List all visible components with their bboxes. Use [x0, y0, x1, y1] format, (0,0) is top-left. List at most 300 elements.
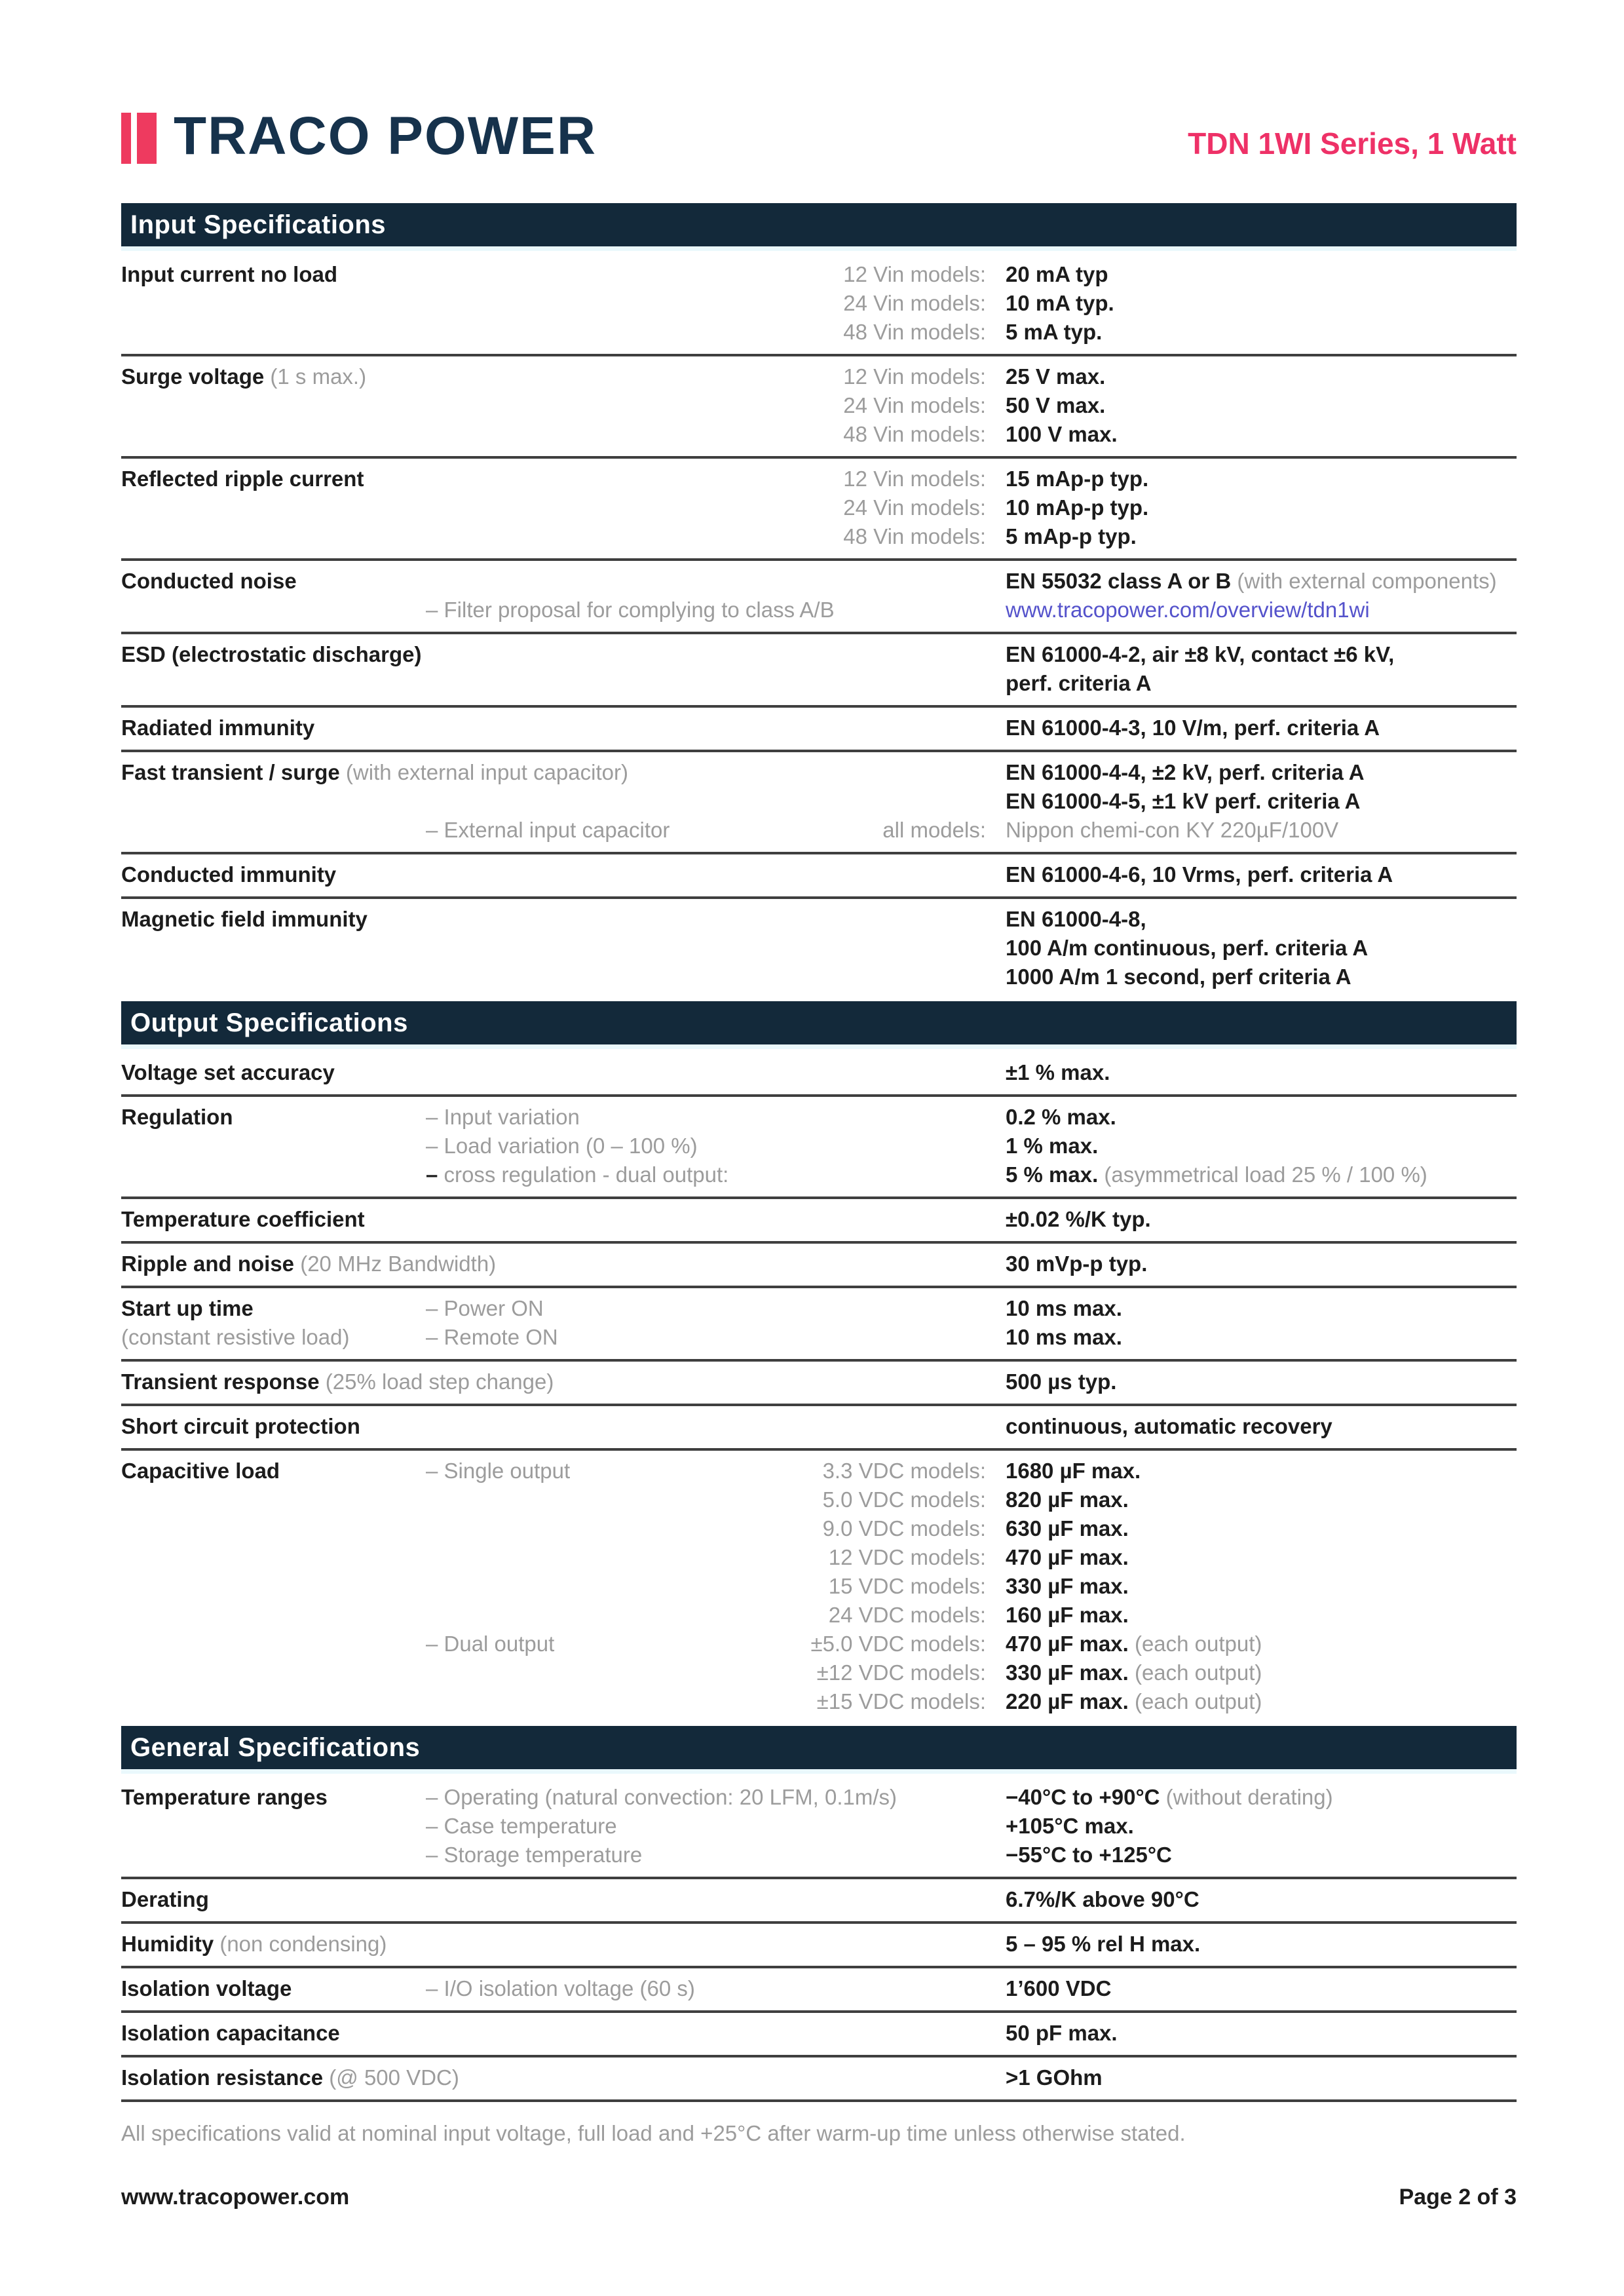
- model-label: 48 Vin models:: [843, 422, 986, 446]
- spec-sections: [121, 203, 1517, 2102]
- value-cell: [986, 1930, 1517, 1959]
- section-title: Input Specifications: [130, 210, 387, 239]
- value-text: EN 61000-4-3, 10 V/m, perf. criteria A: [1006, 716, 1380, 740]
- value-text: 6.7%/K above 90°C: [1006, 1887, 1199, 1911]
- spec-line: [121, 1974, 1517, 2003]
- logo-bar-icon: [137, 113, 157, 164]
- sub-label: – External input capacitor: [426, 818, 670, 842]
- value-text: 15 mAp-p typ.: [1006, 467, 1149, 491]
- model-label-cell: [793, 1658, 986, 1687]
- sub-label: – Remote ON: [426, 1325, 558, 1349]
- spec-line: [121, 2019, 1517, 2048]
- value-cell: [986, 362, 1517, 391]
- value-text: EN 61000-4-4, ±2 kV, perf. criteria A: [1006, 760, 1365, 784]
- series-title: TDN 1WI Series, 1 Watt: [1188, 126, 1517, 161]
- param-cell: [121, 1323, 426, 1352]
- param-cell: [121, 465, 426, 493]
- value-cell: [986, 669, 1517, 698]
- spec-row: [121, 1097, 1517, 1196]
- value-cell: [986, 1103, 1517, 1132]
- sub-label: – Case temperature: [426, 1814, 617, 1838]
- model-label: 48 Vin models:: [843, 320, 986, 344]
- spec-line: [121, 465, 1517, 493]
- param-cell: [121, 260, 426, 289]
- model-label-cell: [793, 1630, 986, 1658]
- param-label: Conducted noise: [121, 569, 297, 593]
- value-note: (without derating): [1160, 1785, 1333, 1809]
- value-text: 1000 A/m 1 second, perf criteria A: [1006, 965, 1351, 989]
- param-label: Conducted immunity: [121, 862, 337, 887]
- param-cell: [121, 714, 426, 742]
- param-label: Surge voltage: [121, 364, 265, 389]
- param-cell: [121, 905, 426, 934]
- value-cell: [986, 1368, 1517, 1396]
- value-cell: [986, 1601, 1517, 1630]
- param-label: Regulation: [121, 1105, 233, 1129]
- param-label: Isolation resistance: [121, 2065, 324, 2090]
- param-label: Ripple and noise: [121, 1252, 295, 1276]
- spec-line: [121, 1058, 1517, 1087]
- spec-line: [121, 1368, 1517, 1396]
- value-cell: [986, 1812, 1517, 1841]
- value-text: 5 mAp-p typ.: [1006, 524, 1137, 548]
- spec-link[interactable]: www.tracopower.com/overview/tdn1wi: [1006, 598, 1370, 622]
- model-label: 12 VDC models:: [828, 1545, 986, 1569]
- value-cell: [986, 567, 1517, 596]
- param-label: Fast transient / surge: [121, 760, 340, 784]
- value-text: 330 µF max.: [1006, 1660, 1129, 1685]
- model-label: 12 Vin models:: [843, 467, 986, 491]
- sub-label: – Dual output: [426, 1632, 555, 1656]
- section-header-general-specifications: [121, 1726, 1517, 1769]
- model-label-cell: [793, 1687, 986, 1716]
- spec-line: [121, 934, 1517, 963]
- spec-line: [121, 1205, 1517, 1234]
- spec-line: [121, 493, 1517, 522]
- param-cell: [121, 1368, 554, 1396]
- value-cell: [986, 1687, 1517, 1716]
- spec-line: [121, 567, 1517, 596]
- param-label: Input current no load: [121, 262, 337, 286]
- sub-label-cell: [426, 1783, 897, 1812]
- spec-line: [121, 1572, 1517, 1601]
- spec-line: [121, 1103, 1517, 1132]
- sub-label-cell: [426, 596, 835, 624]
- spec-line: [121, 318, 1517, 347]
- value-cell: [986, 391, 1517, 420]
- spec-line: [121, 1783, 1517, 1812]
- footnote: All specifications valid at nominal input voltage, full load and +25°C after warm-up time unless otherwise stated.: [121, 2121, 1186, 2145]
- model-label: all models:: [882, 818, 986, 842]
- sub-label-cell: [426, 1974, 793, 2003]
- spec-line: [121, 1250, 1517, 1278]
- value-cell: [986, 1160, 1517, 1189]
- param-label: Short circuit protection: [121, 1414, 360, 1438]
- value-text: perf. criteria A: [1006, 671, 1152, 695]
- param-label: Derating: [121, 1887, 209, 1911]
- value-cell: [986, 758, 1517, 787]
- value-text: 1680 µF max.: [1006, 1459, 1141, 1483]
- value-note: (with external components): [1231, 569, 1497, 593]
- value-note: (each output): [1128, 1660, 1262, 1685]
- value-cell: [986, 1205, 1517, 1234]
- value-text: >1 GOhm: [1006, 2065, 1103, 2090]
- spec-row: [121, 899, 1517, 999]
- param-label: Magnetic field immunity: [121, 907, 368, 931]
- spec-line: [121, 1630, 1517, 1658]
- param-cell: [121, 1412, 426, 1441]
- param-note: (@ 500 VDC): [323, 2065, 459, 2090]
- value-cell: [986, 640, 1517, 669]
- value-cell: [986, 1543, 1517, 1572]
- value-text: EN 61000-4-5, ±1 kV perf. criteria A: [1006, 789, 1361, 813]
- spec-line: [121, 1412, 1517, 1441]
- sub-label: – Load variation (0 – 100 %): [426, 1134, 698, 1158]
- model-label-cell: [793, 816, 986, 845]
- param-cell: [121, 362, 426, 391]
- param-cell: [121, 1294, 426, 1323]
- spec-line: [121, 1812, 1517, 1841]
- param-cell: [121, 1205, 426, 1234]
- value-cell: [986, 1294, 1517, 1323]
- value-cell: [986, 1323, 1517, 1352]
- value-text: +105°C max.: [1006, 1814, 1134, 1838]
- value-text: 10 ms max.: [1006, 1296, 1122, 1320]
- value-text: 5 % max.: [1006, 1162, 1099, 1187]
- value-text: 220 µF max.: [1006, 1689, 1129, 1713]
- model-label: ±12 VDC models:: [816, 1660, 986, 1685]
- value-text: −40°C to +90°C: [1006, 1785, 1160, 1809]
- sub-label: – Operating (natural convection: 20 LFM, 0.1m/s): [426, 1785, 897, 1809]
- value-cell: [986, 1058, 1517, 1087]
- model-label-cell: [793, 1457, 986, 1485]
- param-cell: [121, 1974, 426, 2003]
- spec-line: [121, 905, 1517, 934]
- sub-label-cell: [426, 1323, 793, 1352]
- param-note: (constant resistive load): [121, 1325, 350, 1349]
- sub-label-cell: [426, 1841, 793, 1869]
- value-text: 630 µF max.: [1006, 1516, 1129, 1540]
- spec-row: [121, 854, 1517, 896]
- value-text: EN 61000-4-8,: [1006, 907, 1146, 931]
- value-text: 820 µF max.: [1006, 1487, 1129, 1512]
- param-cell: [121, 1250, 497, 1278]
- value-cell: [986, 493, 1517, 522]
- value-cell: [986, 465, 1517, 493]
- spec-line: [121, 1885, 1517, 1914]
- value-cell: [986, 905, 1517, 934]
- sub-label-cell: [426, 1812, 793, 1841]
- value-cell: [986, 860, 1517, 889]
- spec-line: [121, 787, 1517, 816]
- value-note: (each output): [1128, 1689, 1262, 1713]
- value-text: 100 A/m continuous, perf. criteria A: [1006, 936, 1369, 960]
- value-cell: [986, 816, 1517, 845]
- dash: –: [426, 1162, 438, 1187]
- model-label-cell: [793, 1514, 986, 1543]
- model-label-cell: [793, 1601, 986, 1630]
- value-text: 0.2 % max.: [1006, 1105, 1116, 1129]
- spec-line: [121, 362, 1517, 391]
- value-text: 50 V max.: [1006, 393, 1106, 417]
- model-label-cell: [793, 493, 986, 522]
- param-cell: [121, 1058, 426, 1087]
- model-label: 24 Vin models:: [843, 291, 986, 315]
- spec-line: [121, 1457, 1517, 1485]
- spec-row: [121, 356, 1517, 456]
- value-text: 500 µs typ.: [1006, 1369, 1117, 1394]
- spec-row: [121, 1288, 1517, 1359]
- model-label: ±15 VDC models:: [816, 1689, 986, 1713]
- param-label: Humidity: [121, 1932, 214, 1956]
- value-text: EN 55032 class A or B: [1006, 569, 1232, 593]
- spec-line: [121, 260, 1517, 289]
- value-note: (asymmetrical load 25 % / 100 %): [1098, 1162, 1427, 1187]
- model-label-cell: [793, 362, 986, 391]
- param-note: (1 s max.): [264, 364, 367, 389]
- section-title: General Specifications: [130, 1732, 421, 1762]
- spec-row: [121, 2013, 1517, 2055]
- value-text: 20 mA typ: [1006, 262, 1108, 286]
- value-text: 30 mVp-p typ.: [1006, 1252, 1148, 1276]
- value-text: 10 mAp-p typ.: [1006, 495, 1149, 520]
- spec-line: [121, 2063, 1517, 2092]
- param-label: Start up time: [121, 1296, 254, 1320]
- param-label: Radiated immunity: [121, 716, 315, 740]
- sub-label: – Filter proposal for complying to class A/B: [426, 598, 835, 622]
- spec-line: [121, 289, 1517, 318]
- spec-row: [121, 254, 1517, 354]
- value-cell: [986, 1841, 1517, 1869]
- param-cell: [121, 1930, 426, 1959]
- value-cell: [986, 1514, 1517, 1543]
- value-cell: [986, 2019, 1517, 2048]
- value-text: 5 mA typ.: [1006, 320, 1103, 344]
- value-text: 50 pF max.: [1006, 2021, 1118, 2045]
- model-label-cell: [793, 260, 986, 289]
- spec-line: [121, 640, 1517, 669]
- value-cell: [986, 522, 1517, 551]
- model-label-cell: [793, 1572, 986, 1601]
- value-cell: [986, 289, 1517, 318]
- value-text: −55°C to +125°C: [1006, 1843, 1172, 1867]
- param-cell: [121, 567, 426, 596]
- sub-label: – Power ON: [426, 1296, 544, 1320]
- sub-label: cross regulation - dual output:: [438, 1162, 729, 1187]
- spec-line: [121, 714, 1517, 742]
- model-label: 12 Vin models:: [843, 262, 986, 286]
- param-note: (20 MHz Bandwidth): [294, 1252, 497, 1276]
- spec-line: [121, 1543, 1517, 1572]
- param-cell: [121, 758, 628, 787]
- footer-page-number: Page 2 of 3: [1399, 2185, 1517, 2210]
- value-cell: [986, 934, 1517, 963]
- spec-row: [121, 752, 1517, 852]
- sub-label: – Storage temperature: [426, 1843, 643, 1867]
- sub-label-cell: [426, 1457, 793, 1485]
- model-label: ±5.0 VDC models:: [810, 1632, 986, 1656]
- footer: [121, 2185, 1517, 2210]
- spec-row: [121, 1968, 1517, 2010]
- param-cell: [121, 2019, 426, 2048]
- param-cell: [121, 640, 426, 669]
- value-cell: [986, 318, 1517, 347]
- model-label: 5.0 VDC models:: [822, 1487, 986, 1512]
- value-text: 100 V max.: [1006, 422, 1118, 446]
- param-label: Isolation voltage: [121, 1976, 292, 2000]
- spec-row: [121, 1244, 1517, 1286]
- value-cell: [986, 787, 1517, 816]
- param-label: Reflected ripple current: [121, 467, 364, 491]
- spec-row: [121, 1406, 1517, 1448]
- footer-website: www.tracopower.com: [121, 2185, 350, 2210]
- value-text: continuous, automatic recovery: [1006, 1414, 1332, 1438]
- model-label: 24 VDC models:: [828, 1603, 986, 1627]
- value-text: 470 µF max.: [1006, 1545, 1129, 1569]
- spec-line: [121, 1841, 1517, 1869]
- row-divider: [121, 2099, 1517, 2102]
- value-cell: [986, 1974, 1517, 2003]
- spec-row: [121, 708, 1517, 750]
- param-cell: [121, 2063, 459, 2092]
- spec-line: [121, 391, 1517, 420]
- spec-line: [121, 669, 1517, 698]
- value-cell: [986, 1485, 1517, 1514]
- spec-line: [121, 860, 1517, 889]
- param-label: Capacitive load: [121, 1459, 280, 1483]
- value-text: 25 V max.: [1006, 364, 1106, 389]
- param-cell: [121, 1783, 426, 1812]
- value-text: EN 61000-4-6, 10 Vrms, perf. criteria A: [1006, 862, 1393, 887]
- value-text: 1 % max.: [1006, 1134, 1099, 1158]
- spec-line: [121, 1658, 1517, 1687]
- value-text: 10 mA typ.: [1006, 291, 1114, 315]
- model-label-cell: [793, 465, 986, 493]
- value-cell: [986, 260, 1517, 289]
- value-cell: [986, 1457, 1517, 1485]
- traco-logo: [121, 106, 597, 166]
- value-text: 160 µF max.: [1006, 1603, 1129, 1627]
- param-cell: [121, 860, 426, 889]
- value-text: 330 µF max.: [1006, 1574, 1129, 1598]
- spec-row: [121, 459, 1517, 558]
- spec-row: [121, 1777, 1517, 1877]
- model-label: 3.3 VDC models:: [822, 1459, 986, 1483]
- value-cell: [986, 420, 1517, 449]
- model-label: 24 Vin models:: [843, 495, 986, 520]
- value-text: 1’600 VDC: [1006, 1976, 1112, 2000]
- param-label: Voltage set accuracy: [121, 1060, 335, 1084]
- param-label: Temperature ranges: [121, 1785, 328, 1809]
- sub-label-cell: [426, 1103, 793, 1132]
- param-cell: [121, 1885, 426, 1914]
- spec-row: [121, 1924, 1517, 1966]
- value-cell: [986, 1132, 1517, 1160]
- spec-row: [121, 1362, 1517, 1404]
- spec-line: [121, 1601, 1517, 1630]
- spec-line: [121, 963, 1517, 991]
- spec-row: [121, 2057, 1517, 2099]
- sub-label-cell: [426, 1630, 793, 1658]
- model-label-cell: [793, 318, 986, 347]
- value-cell: [986, 1783, 1517, 1812]
- param-label: Transient response: [121, 1369, 320, 1394]
- header: [121, 106, 1517, 166]
- section-header-input-specifications: [121, 203, 1517, 246]
- value-cell: [986, 963, 1517, 991]
- param-cell: [121, 1457, 426, 1485]
- spec-line: [121, 1514, 1517, 1543]
- model-label-cell: [793, 1485, 986, 1514]
- value-text: ±0.02 %/K typ.: [1006, 1207, 1151, 1231]
- model-label-cell: [793, 1543, 986, 1572]
- sub-label-cell: [426, 1132, 793, 1160]
- value-cell: [986, 1885, 1517, 1914]
- value-cell: [986, 1658, 1517, 1687]
- spec-line: [121, 420, 1517, 449]
- spec-line: [121, 1485, 1517, 1514]
- sub-label-cell: [426, 1294, 793, 1323]
- param-label: Temperature coefficient: [121, 1207, 365, 1231]
- spec-line: [121, 758, 1517, 787]
- param-note: (non condensing): [214, 1932, 387, 1956]
- value-text: Nippon chemi-con KY 220µF/100V: [1006, 818, 1339, 842]
- sub-label-cell: [426, 1160, 793, 1189]
- spec-line: [121, 1132, 1517, 1160]
- model-label-cell: [793, 391, 986, 420]
- spec-line: [121, 1294, 1517, 1323]
- spec-line: [121, 596, 1517, 624]
- model-label: 48 Vin models:: [843, 524, 986, 548]
- value-note: (each output): [1128, 1632, 1262, 1656]
- value-text: 470 µF max.: [1006, 1632, 1129, 1656]
- sub-label-cell: [426, 816, 793, 845]
- spec-row: [121, 1052, 1517, 1094]
- spec-row: [121, 1199, 1517, 1241]
- sub-label: – I/O isolation voltage (60 s): [426, 1976, 695, 2000]
- value-text: 10 ms max.: [1006, 1325, 1122, 1349]
- spec-line: [121, 1160, 1517, 1189]
- model-label: 9.0 VDC models:: [822, 1516, 986, 1540]
- value-text: 5 – 95 % rel H max.: [1006, 1932, 1201, 1956]
- sub-label: – Input variation: [426, 1105, 580, 1129]
- model-label: 12 Vin models:: [843, 364, 986, 389]
- value-cell: [986, 714, 1517, 742]
- value-cell: [986, 1412, 1517, 1441]
- section-title: Output Specifications: [130, 1008, 408, 1037]
- logo-text: TRACO POWER: [174, 106, 597, 166]
- param-label: Isolation capacitance: [121, 2021, 340, 2045]
- value-text: ±1 % max.: [1006, 1060, 1110, 1084]
- value-cell: [986, 1250, 1517, 1278]
- value-cell: [986, 2063, 1517, 2092]
- spec-row: [121, 561, 1517, 632]
- param-cell: [121, 1103, 426, 1132]
- param-label: ESD (electrostatic discharge): [121, 642, 422, 666]
- model-label-cell: [793, 522, 986, 551]
- section-header-output-specifications: [121, 1001, 1517, 1044]
- sub-label: – Single output: [426, 1459, 571, 1483]
- value-text: EN 61000-4-2, air ±8 kV, contact ±6 kV,: [1006, 642, 1395, 666]
- spec-row: [121, 634, 1517, 705]
- logo-bars-icon: [121, 113, 157, 164]
- model-label-cell: [793, 289, 986, 318]
- value-cell: [986, 1572, 1517, 1601]
- spec-line: [121, 1687, 1517, 1716]
- logo-bar-icon: [121, 113, 131, 164]
- spec-line: [121, 1323, 1517, 1352]
- model-label: 15 VDC models:: [828, 1574, 986, 1598]
